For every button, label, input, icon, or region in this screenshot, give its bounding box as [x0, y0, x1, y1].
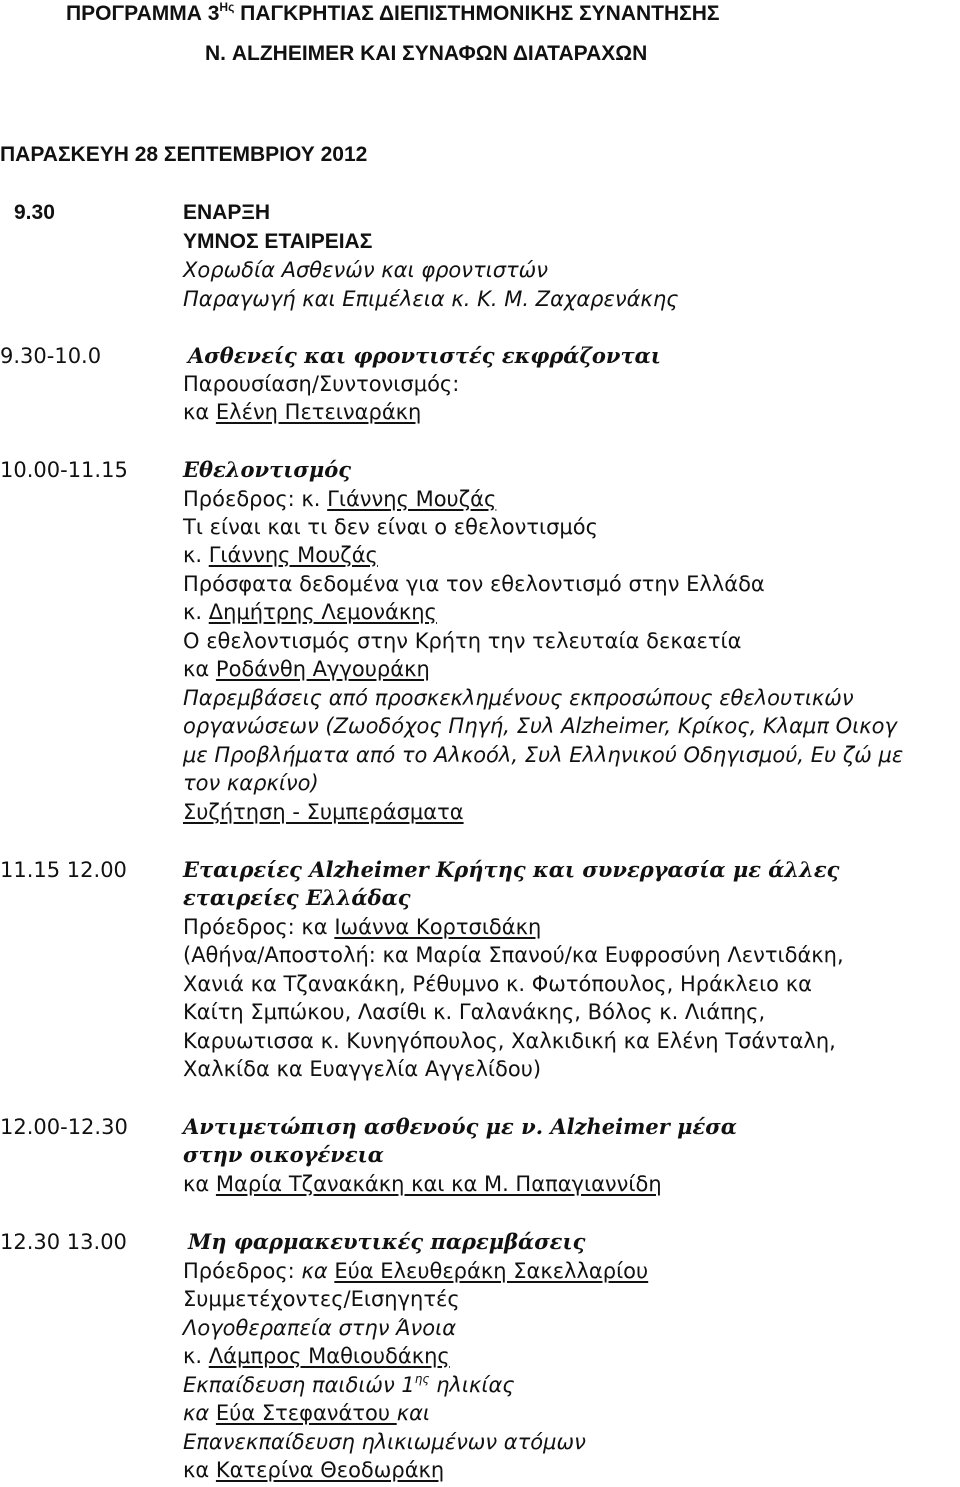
title-line-2: Ν. ALZHEIMER ΚΑΙ ΣΥΝΑΦΩΝ ΔΙΑΤΑΡΑΧΩΝ: [205, 42, 648, 65]
session-1-line-1: Χορωδία Ασθενών και φροντιστών: [183, 258, 548, 282]
session-5-title-1: Αντιμετώπιση ασθενούς με ν. Alzheimer μέσα: [183, 1114, 737, 1139]
session-6-talk-3: Επανεκπαίδευση ηλικιωμένων ατόμων: [183, 1430, 586, 1454]
session-4-line-1: (Αθήνα/Αποστολή: κα Μαρία Σπανού/κα Ευφροσύνη Λεντιδάκη,: [183, 943, 844, 967]
session-4-chair: Πρόεδρος: κα Ιωάννα Κορτσιδάκη: [183, 915, 542, 939]
session-3-para-4: τον καρκίνο): [183, 771, 319, 795]
session-1-line-2: Παραγωγή και Επιμέλεια κ. Κ. Μ. Ζαχαρενάκης: [183, 287, 679, 311]
session-3-discussion: Συζήτηση - Συμπεράσματα: [183, 800, 464, 824]
session-6-talk-2: Εκπαίδευση παιδιών $1^{\eta\varsigma}$ ηλικίας: [183, 1372, 515, 1397]
session-5-speakers: κα Μαρία Τζανακάκη και κα Μ. Παπαγιαννίδη: [183, 1172, 662, 1196]
session-6-time: 12.30 13.00: [0, 1230, 127, 1254]
session-4-title-2: εταιρείες Ελλάδας: [183, 885, 411, 910]
date-heading: ΠΑΡΑΣΚΕΥΗ 28 ΣΕΠΤΕΜΒΡΙΟΥ 2012: [0, 143, 368, 166]
session-6-speaker-1: κ. Λάμπρος Μαθιουδάκης: [183, 1344, 450, 1368]
session-6-speaker-3: κα Κατερίνα Θεοδωράκη: [183, 1458, 445, 1482]
session-2-time: 9.30-10.0: [0, 344, 102, 368]
session-2-line-1: Παρουσίαση/Συντονισμός:: [183, 372, 460, 396]
session-4-line-2: Χανιά κα Τζανακάκη, Ρέθυμνο κ. Φωτόπουλος, Ηράκλειο κα: [183, 972, 812, 996]
session-3-talk-1: Τι είναι και τι δεν είναι ο εθελοντισμός: [183, 515, 598, 539]
session-6-talk-1: Λογοθεραπεία στην Άνοια: [183, 1316, 457, 1340]
session-3-para-2: οργανώσεων (Ζωοδόχος Πηγή, Συλ Alzheimer, Κρίκος, Κλαμπ Οικογ: [183, 714, 897, 738]
session-1-subtitle: ΥΜΝΟΣ ΕΤΑΙΡΕΙΑΣ: [183, 230, 373, 253]
session-3-chair: Πρόεδρος: κ. Γιάννης Μουζάς: [183, 487, 497, 511]
session-3-title: Εθελοντισμός: [183, 457, 352, 482]
session-6-chair: Πρόεδρος: κα Εύα Ελευθεράκη Σακελλαρίου: [183, 1259, 649, 1283]
session-3-time: 10.00-11.15: [0, 458, 128, 482]
session-3-para-3: με Προβλήματα από το Αλκοόλ, Συλ Ελληνικού Οδηγισμού, Ευ ζώ με: [183, 743, 904, 767]
session-6-speaker-2: κα Εύα Στεφανάτου και: [183, 1401, 431, 1425]
session-6-title: Μη φαρμακευτικές παρεμβάσεις: [188, 1229, 586, 1254]
session-4-line-3: Καίτη Σμπώκου, Λασίθι κ. Γαλανάκης, Βόλος κ. Λιάπης,: [183, 1000, 766, 1024]
session-3-speaker-2: κ. Δημήτρης Λεμονάκης: [183, 600, 437, 624]
session-4-line-5: Χαλκίδα κα Ευαγγελία Αγγελίδου): [183, 1057, 542, 1081]
session-3-talk-3: Ο εθελοντισμός στην Κρήτη την τελευταία δεκαετία: [183, 629, 742, 653]
session-4-line-4: Καρυωτισσα κ. Κυνηγόπουλος, Χαλκιδική κα Ελένη Τσάνταλη,: [183, 1029, 836, 1053]
session-5-time: 12.00-12.30: [0, 1115, 128, 1139]
session-5-title-2: στην οικογένεια: [183, 1142, 384, 1167]
session-3-para-1: Παρεμβάσεις από προσκεκλημένους εκπροσώπους εθελουτικών: [183, 686, 854, 710]
session-6-participants: Συμμετέχοντες/Εισηγητές: [183, 1287, 460, 1311]
session-1-title: ΕΝΑΡΞΗ: [183, 201, 271, 224]
session-2-speaker: κα Ελένη Πετειναράκη: [183, 400, 422, 424]
session-3-speaker-1: κ. Γιάννης Μουζάς: [183, 543, 378, 567]
session-4-time: 11.15 12.00: [0, 858, 127, 882]
session-4-title-1: Εταιρείες Alzheimer Κρήτης και συνεργασία με άλλες: [183, 857, 840, 882]
session-2-title: Ασθενείς και φροντιστές εκφράζονται: [188, 343, 661, 368]
session-1-time: 9.30: [14, 201, 55, 224]
session-3-speaker-3: κα Ροδάνθη Αγγουράκη: [183, 657, 430, 681]
session-3-talk-2: Πρόσφατα δεδομένα για τον εθελοντισμό στην Ελλάδα: [183, 572, 765, 596]
title-line-1: ΠΡΟΓΡΑΜΜΑ $3^{H\varsigma}$ ΠΑΓΚΡΗΤΙΑΣ ΔΙΕΠΙΣΤΗΜΟΝΙΚΗΣ ΣΥΝΑΝΤΗΣΗΣ: [66, 0, 720, 25]
